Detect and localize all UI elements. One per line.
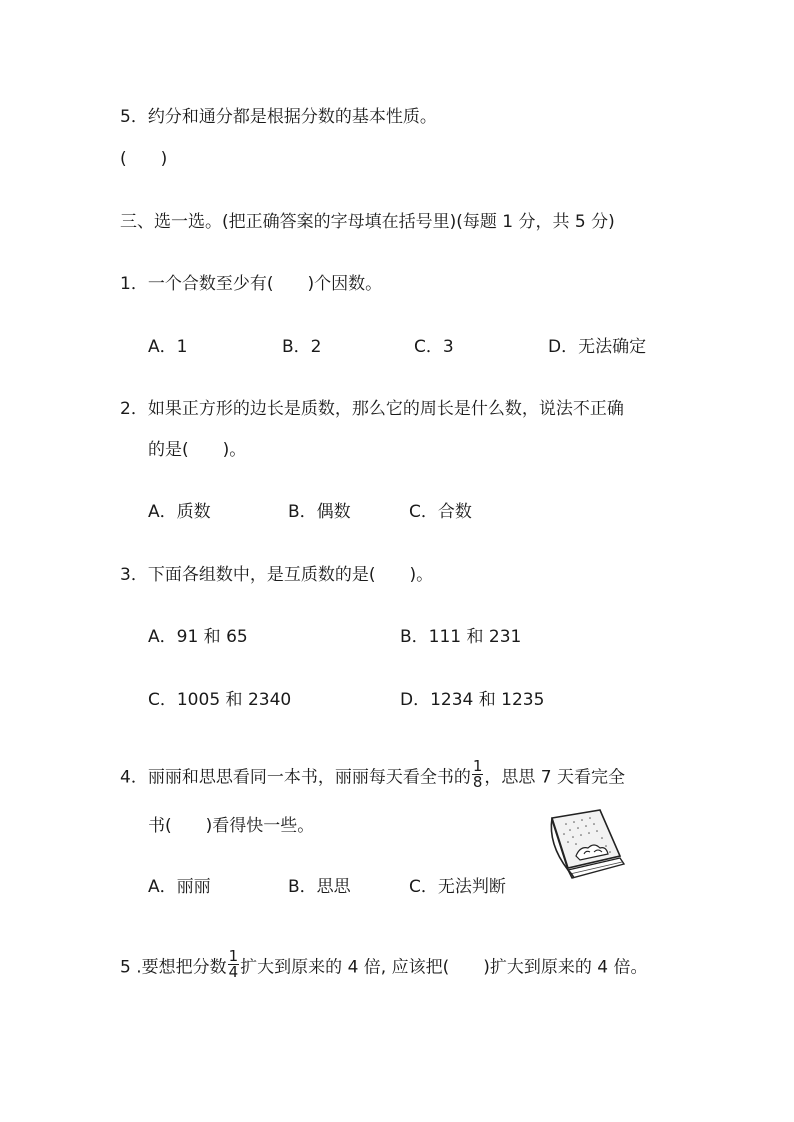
fraction-one-eighth xyxy=(472,759,484,790)
question-4-text-line2: 书( )看得快一些。 xyxy=(148,816,315,836)
fraction-numerator: 1 xyxy=(228,947,239,965)
fraction-denominator: 4 xyxy=(228,963,239,981)
q2-option-a: A．质数 xyxy=(148,502,211,522)
question-5-text-pre: 5 .要想把分数 xyxy=(120,957,227,978)
section-heading: 三、选一选。(把正确答案的字母填在括号里)(每题 1 分，共 5 分) xyxy=(120,212,615,232)
q1-option-d: D．无法确定 xyxy=(548,337,647,357)
q4-option-c: C．无法判断 xyxy=(409,877,506,897)
fraction-one-quarter xyxy=(228,949,240,980)
q3-option-a: A．91 和 65 xyxy=(148,627,248,647)
question-5-text-post: 扩大到原来的 4 倍, 应该把( )扩大到原来的 4 倍。 xyxy=(240,957,648,978)
question-2-text-line1: 2．如果正方形的边长是质数，那么它的周长是什么数，说法不正确 xyxy=(120,399,624,419)
fraction-numerator: 1 xyxy=(472,757,483,775)
question-4-text-line1 xyxy=(120,757,625,793)
q4-option-b: B．思思 xyxy=(288,877,351,897)
prev-question-5: 5．约分和通分都是根据分数的基本性质。 xyxy=(120,107,437,127)
prev-question-5-answer-paren: ( ) xyxy=(120,149,168,169)
q1-option-c: C．3 xyxy=(414,337,454,357)
q2-option-b: B．偶数 xyxy=(288,502,351,522)
q2-option-c: C．合数 xyxy=(409,502,472,522)
q3-option-b: B．111 和 231 xyxy=(400,627,522,647)
question-5-text xyxy=(120,947,648,983)
question-2-text-line2: 的是( )。 xyxy=(148,440,247,460)
question-4-text-pre: 4．丽丽和思思看同一本书，丽丽每天看全书的 xyxy=(120,767,471,788)
book-icon xyxy=(546,808,628,884)
q1-option-b: B．2 xyxy=(282,337,322,357)
question-3-text: 3．下面各组数中，是互质数的是( )。 xyxy=(120,565,434,585)
q4-option-a: A．丽丽 xyxy=(148,877,211,897)
fraction-denominator: 8 xyxy=(472,773,483,791)
question-4-text-post: ，思思 7 天看完全 xyxy=(484,767,625,788)
q3-option-d: D．1234 和 1235 xyxy=(400,690,545,710)
question-1-text: 1．一个合数至少有( )个因数。 xyxy=(120,274,383,294)
q1-option-a: A．1 xyxy=(148,337,188,357)
q3-option-c: C．1005 和 2340 xyxy=(148,690,292,710)
